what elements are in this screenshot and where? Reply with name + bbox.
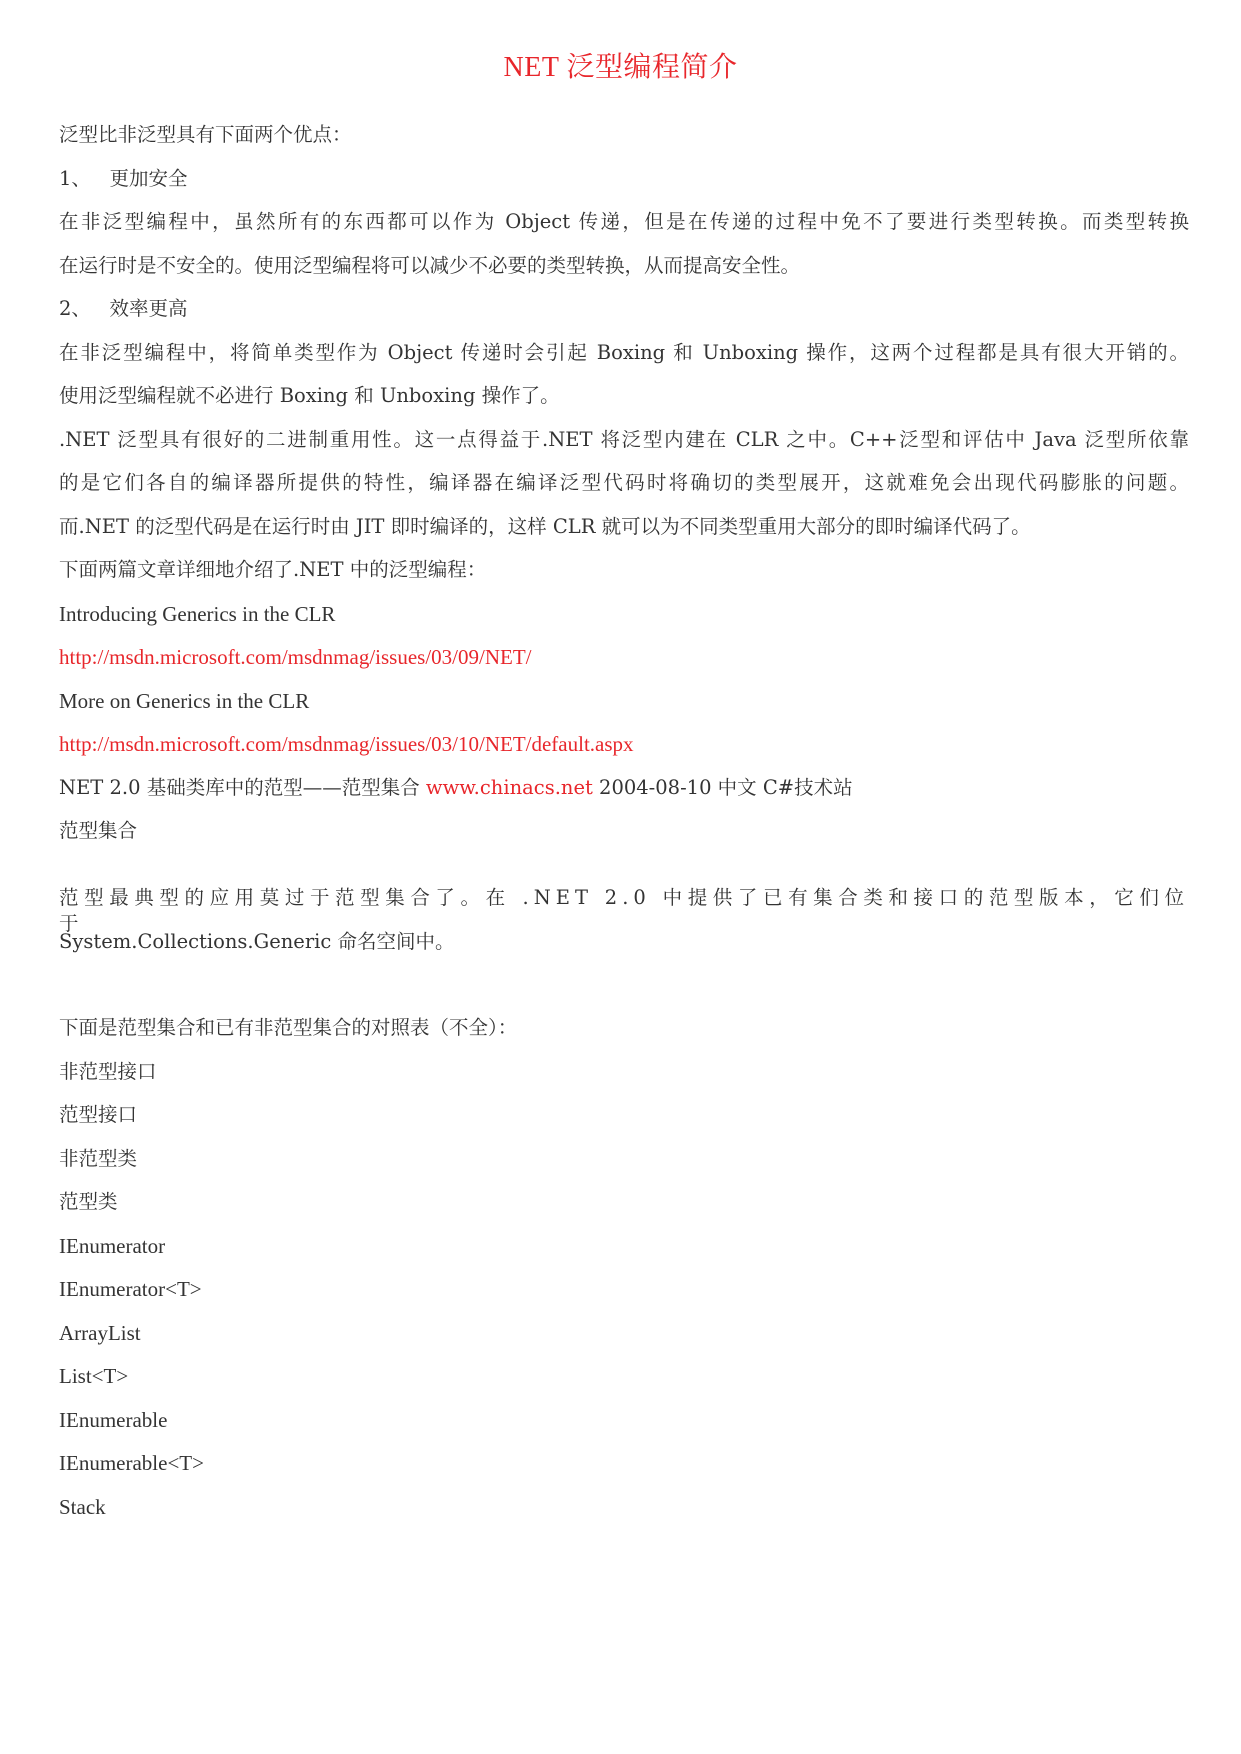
net-paragraph-line-2: 的是它们各自的编译器所提供的特性，编译器在编译泛型代码时将确切的类型展开，这就难免会出现代码膨胀的问题。 [59, 471, 1189, 494]
collections-paragraph-line-1: 范型最典型的应用莫过于范型集合了。在 .NET 2.0 中提供了已有集合类和接口的范型版本，它们位于 [59, 886, 1190, 935]
point-2-body-line-2: 使用泛型编程就不必进行 Boxing 和 Unboxing 操作了。 [59, 384, 560, 407]
intro-text: 泛型比非泛型具有下面两个优点： [59, 123, 352, 146]
point-2-heading [59, 296, 1189, 322]
table-item: IEnumerator [59, 1234, 166, 1258]
table-intro: 下面是范型集合和已有非范型集合的对照表（不全）： [59, 1016, 518, 1039]
table-header-generic-interface: 范型接口 [59, 1103, 138, 1126]
article-2-link[interactable]: http://msdn.microsoft.com/msdnmag/issues/03/10/NET/default.aspx [59, 732, 634, 756]
table-item: IEnumerable<T> [59, 1451, 204, 1475]
net-paragraph-line-1: .NET 泛型具有很好的二进制重用性。这一点得益于.NET 将泛型内建在 CLR 之中。C++泛型和评估中 Java 泛型所依靠 [59, 428, 1189, 451]
point-2-label: 效率更高 [109, 297, 188, 320]
article-1-link[interactable]: http://msdn.microsoft.com/msdnmag/issues/03/09/NET/ [59, 645, 532, 669]
table-header-generic-class: 范型类 [59, 1190, 118, 1213]
article-2-title: More on Generics in the CLR [59, 689, 310, 713]
point-1-heading [59, 166, 1189, 192]
article-1-title: Introducing Generics in the CLR [59, 602, 336, 626]
section-heading: 范型集合 [59, 819, 138, 842]
point-1-body-line-2: 在运行时是不安全的。使用泛型编程将可以减少不必要的类型转换，从而提高安全性。 [59, 254, 801, 277]
net-paragraph-line-3: 而.NET 的泛型代码是在运行时由 JIT 即时编译的，这样 CLR 就可以为不同类型重用大部分的即时编译代码了。 [59, 515, 1031, 538]
point-1-number: 1、 [59, 167, 91, 190]
source-prefix: NET 2.0 基础类库中的范型——范型集合 [59, 776, 426, 799]
source-line [59, 775, 1189, 801]
articles-intro: 下面两篇文章详细地介绍了.NET 中的泛型编程： [59, 558, 487, 581]
collections-paragraph-line-2: System.Collections.Generic 命名空间中。 [59, 930, 455, 953]
point-1-body-line-1: 在非泛型编程中，虽然所有的东西都可以作为 Object 传递，但是在传递的过程中免不了要进行类型转换。而类型转换 [59, 210, 1189, 233]
table-item: List<T> [59, 1364, 129, 1388]
table-item: IEnumerable [59, 1408, 168, 1432]
table-header-nongeneric-class: 非范型类 [59, 1147, 138, 1170]
table-header-nongeneric-interface: 非范型接口 [59, 1060, 157, 1083]
table-item: IEnumerator<T> [59, 1277, 202, 1301]
source-suffix: 2004-08-10 中文 C#技术站 [592, 776, 853, 799]
table-item: ArrayList [59, 1321, 141, 1345]
point-2-number: 2、 [59, 297, 91, 320]
table-item: Stack [59, 1495, 106, 1519]
point-2-body-line-1: 在非泛型编程中，将简单类型作为 Object 传递时会引起 Boxing 和 Unboxing 操作，这两个过程都是具有很大开销的。 [59, 341, 1189, 364]
page-title: NET 泛型编程简介 [503, 52, 738, 83]
source-site-link[interactable]: www.chinacs.net [425, 776, 593, 799]
point-1-label: 更加安全 [109, 167, 188, 190]
